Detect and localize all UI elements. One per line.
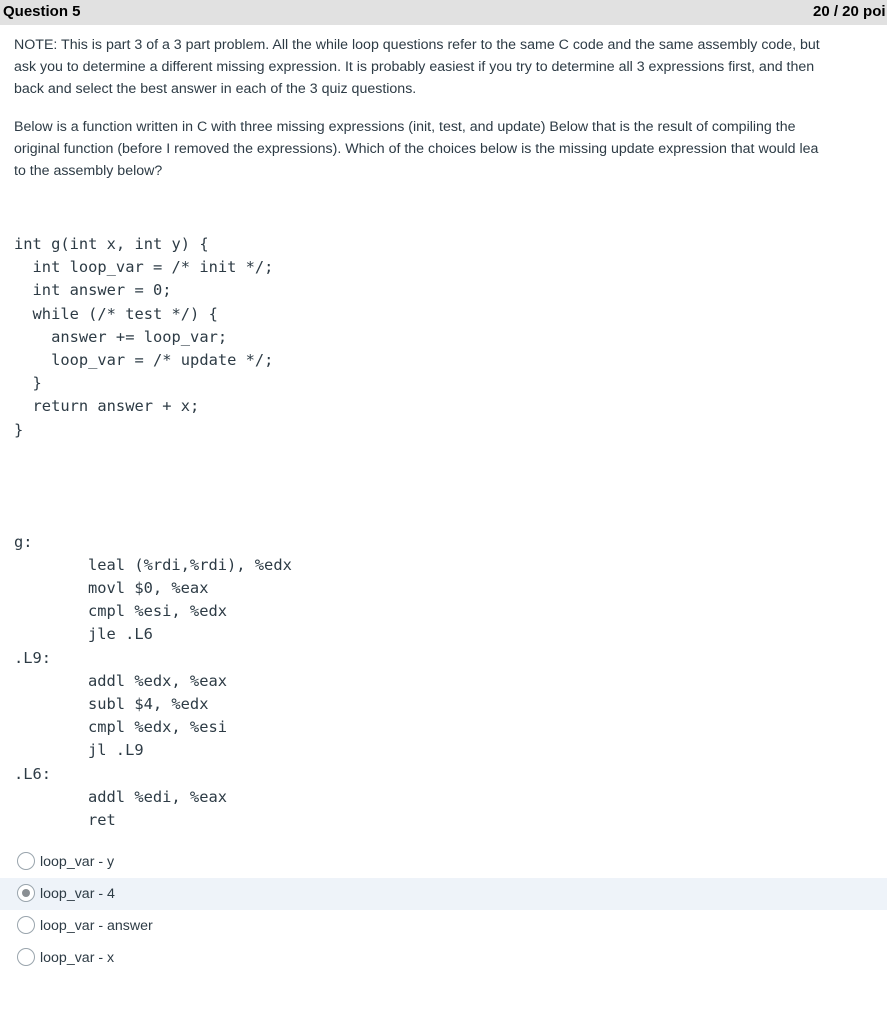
answer-label: loop_var - x bbox=[40, 950, 115, 966]
answer-option[interactable] bbox=[0, 910, 887, 942]
note-line: ask you to determine a different missing expression. It is probably easiest if you try to determine all 3 expressions first, and then bbox=[14, 59, 815, 75]
question-title: Question 5 bbox=[3, 3, 81, 20]
asm-label-l6: .L6: bbox=[14, 765, 52, 783]
radio-button[interactable] bbox=[17, 884, 35, 902]
answer-label: loop_var - 4 bbox=[40, 886, 115, 902]
answer-label: loop_var - answer bbox=[40, 918, 153, 934]
asm-func-label: g: bbox=[14, 533, 33, 551]
question-points: 20 / 20 poi bbox=[813, 3, 886, 20]
answer-label: loop_var - y bbox=[40, 854, 115, 870]
radio-button[interactable] bbox=[17, 916, 35, 934]
answer-options bbox=[0, 846, 887, 974]
asm-instruction: jl .L9 bbox=[88, 741, 144, 759]
radio-button[interactable] bbox=[17, 852, 35, 870]
note-paragraph bbox=[14, 34, 887, 100]
radio-dot-icon bbox=[22, 889, 30, 897]
answer-option[interactable] bbox=[0, 878, 887, 910]
asm-instruction: addl %edi, %eax bbox=[88, 788, 227, 806]
radio-button[interactable] bbox=[17, 948, 35, 966]
description-line: to the assembly below? bbox=[14, 163, 163, 179]
asm-instruction: cmpl %edx, %esi bbox=[88, 718, 227, 736]
answer-option[interactable] bbox=[0, 846, 887, 878]
answer-option[interactable] bbox=[0, 942, 887, 974]
note-line: NOTE: This is part 3 of a 3 part problem. All the while loop questions refer to the same C code and the same assembly code, but bbox=[14, 37, 820, 53]
asm-instruction: ret bbox=[88, 811, 116, 829]
asm-instruction: movl $0, %eax bbox=[88, 579, 209, 597]
asm-instruction: addl %edx, %eax bbox=[88, 672, 227, 690]
c-code-block: int g(int x, int y) { int loop_var = /* init */; int answer = 0; while (/* test */) { answer += loop_var; loop_var = /* update */; } return answer + x; } bbox=[14, 235, 274, 439]
asm-instruction: cmpl %esi, %edx bbox=[88, 602, 227, 620]
question-header bbox=[0, 0, 887, 25]
asm-label-l9: .L9: bbox=[14, 649, 52, 667]
note-line: back and select the best answer in each of the 3 quiz questions. bbox=[14, 81, 417, 97]
asm-instruction: subl $4, %edx bbox=[88, 695, 209, 713]
asm-instruction: jle .L6 bbox=[88, 625, 153, 643]
asm-instruction: leal (%rdi,%rdi), %edx bbox=[88, 556, 292, 574]
description-line: original function (before I removed the expressions). Which of the choices below is the missing update expression that would lea bbox=[14, 141, 819, 157]
description-paragraph bbox=[14, 116, 887, 182]
description-line: Below is a function written in C with three missing expressions (init, test, and update) Below that is the result of compiling the bbox=[14, 119, 796, 135]
